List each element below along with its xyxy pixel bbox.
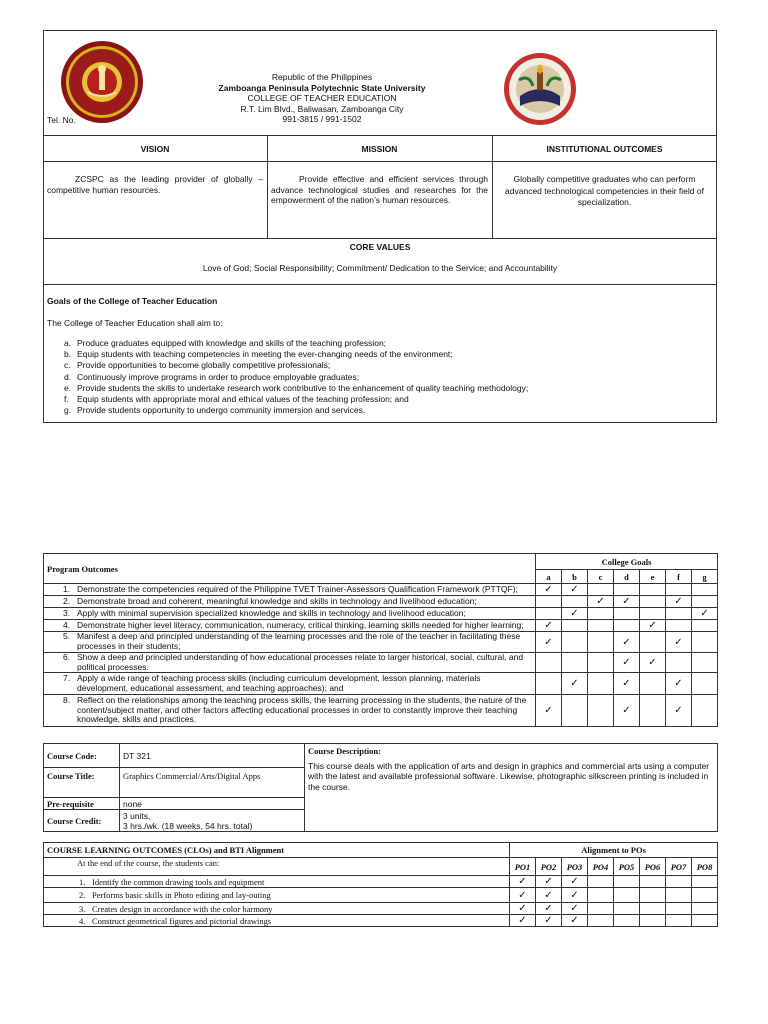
program-outcome-row xyxy=(44,620,718,632)
outcome-number: 4. xyxy=(63,619,71,630)
goal-check-c: ✓ xyxy=(588,596,614,608)
program-outcome-text xyxy=(44,620,536,632)
address-line: R.T. Lim Blvd., Baliwasan, Zamboanga City xyxy=(240,103,404,114)
outcome-number: 7. xyxy=(63,673,71,684)
goal-check-e xyxy=(640,632,666,653)
po-label-po6: PO6 xyxy=(640,858,666,876)
po-label-po1: PO1 xyxy=(510,858,536,876)
po-check-po6 xyxy=(640,888,666,903)
goal-check-d: ✓ xyxy=(614,673,640,695)
alignment-header: Alignment to POs xyxy=(510,843,718,858)
goal-check-a xyxy=(536,596,562,608)
phone-line: 991-3815 / 991-1502 xyxy=(282,114,362,125)
outcome-number: 1. xyxy=(63,583,71,594)
po-label-po7: PO7 xyxy=(666,858,692,876)
po-label-po4: PO4 xyxy=(588,858,614,876)
outcome-text: Demonstrate the competencies required of the Philippine TVET Trainer-Assessors Qualification Framework (PTTQF); xyxy=(77,583,518,594)
goal-check-g xyxy=(692,673,718,695)
goal-check-e xyxy=(640,695,666,727)
po-check-po4 xyxy=(588,915,614,927)
clo-text xyxy=(44,903,510,915)
goal-check-a: ✓ xyxy=(536,584,562,596)
mission-text: Provide effective and efficient services through advance technological studies and researches for the empowerment of the nation’s human resources. xyxy=(271,174,488,206)
college-seal-logo xyxy=(503,52,577,126)
po-check-po3: ✓ xyxy=(562,876,588,888)
course-description-cell xyxy=(305,744,718,832)
clo-row xyxy=(44,915,718,927)
course-title-label: Course Title: xyxy=(44,768,120,798)
goal-check-d xyxy=(614,620,640,632)
goal-check-e xyxy=(640,584,666,596)
po-check-po2: ✓ xyxy=(536,915,562,927)
university-seal-logo xyxy=(60,40,144,124)
po-check-po3: ✓ xyxy=(562,888,588,903)
core-values-heading: CORE VALUES xyxy=(349,242,411,252)
goals-intro: The College of Teacher Education shall aim to: xyxy=(47,318,223,328)
goal-check-b xyxy=(562,653,588,673)
credit-hours: 3 hrs./wk. (18 weeks, 54 hrs. total) xyxy=(123,820,253,831)
po-check-po5 xyxy=(614,876,640,888)
goal-check-e xyxy=(640,673,666,695)
clo-table xyxy=(43,842,718,927)
clo-text xyxy=(44,876,510,888)
clo-row xyxy=(44,888,718,903)
program-outcome-text xyxy=(44,673,536,695)
goal-check-f: ✓ xyxy=(666,695,692,727)
program-outcome-row xyxy=(44,653,718,673)
goal-check-a xyxy=(536,653,562,673)
goal-letter-f: f xyxy=(666,570,692,584)
republic-line: Republic of the Philippines xyxy=(271,72,373,82)
po-check-po5 xyxy=(614,903,640,915)
goal-letter-c: c xyxy=(588,570,614,584)
outcome-text: Demonstrate higher level literacy, communication, numeracy, critical thinking, learning skills needed for higher learning; xyxy=(77,619,524,630)
clo-description: Identify the common drawing tools and equipment xyxy=(92,876,265,887)
goal-text: Continuously improve programs in order to produce employable graduates; xyxy=(77,371,360,382)
university-name: Zamboanga Peninsula Polytechnic State University xyxy=(218,82,426,93)
po-check-po1: ✓ xyxy=(510,903,536,915)
po-label-po8: PO8 xyxy=(692,858,718,876)
program-outcome-text xyxy=(44,584,536,596)
divider xyxy=(43,135,717,136)
goal-item xyxy=(47,360,707,371)
goal-check-g xyxy=(692,653,718,673)
outcome-text: Show a deep and principled understanding of how educational processes relate to larger historical, social, cultural, and political processes. xyxy=(77,652,524,672)
prerequisite-value: none xyxy=(120,798,305,810)
po-check-po8 xyxy=(692,915,718,927)
po-check-po7 xyxy=(666,888,692,903)
po-check-po3: ✓ xyxy=(562,903,588,915)
goal-check-d: ✓ xyxy=(614,653,640,673)
goal-check-d: ✓ xyxy=(614,695,640,727)
vision-text: ZCSPC as the leading provider of globally – competitive human resources. xyxy=(47,174,263,195)
goal-text: Provide opportunities to become globally competitive professionals; xyxy=(77,360,331,371)
po-check-po3: ✓ xyxy=(562,915,588,927)
goal-check-c xyxy=(588,695,614,727)
program-outcome-row xyxy=(44,596,718,608)
program-outcome-text xyxy=(44,695,536,727)
goal-item xyxy=(47,405,707,416)
outcome-text: Reflect on the relationships among the teaching process skills, the learning processing in the students, the nature of the content/subject matter, and other factors affecting educational processes in order to constantly improve their teaching knowledge, skills and practices. xyxy=(77,695,527,725)
course-title-value: Graphics Commercial/Arts/Digital Apps xyxy=(120,768,305,798)
goal-check-f: ✓ xyxy=(666,673,692,695)
po-check-po5 xyxy=(614,888,640,903)
goal-letter: e. xyxy=(64,382,72,393)
po-check-po2: ✓ xyxy=(536,903,562,915)
goal-check-d: ✓ xyxy=(614,632,640,653)
program-outcome-text xyxy=(44,653,536,673)
goal-check-f: ✓ xyxy=(666,632,692,653)
po-check-po2: ✓ xyxy=(536,876,562,888)
outcome-number: 5. xyxy=(63,631,71,642)
clo-text xyxy=(44,888,510,903)
po-check-po8 xyxy=(692,876,718,888)
goal-check-g xyxy=(692,596,718,608)
clo-row xyxy=(44,903,718,915)
goal-text: Equip students with teaching competencies in meeting the ever-changing needs of the environment; xyxy=(77,349,453,360)
clo-description: Creates design in accordance with the color harmony xyxy=(92,903,273,914)
program-outcomes-header: Program Outcomes xyxy=(44,554,536,584)
goal-letter: d. xyxy=(64,371,72,382)
goal-check-g xyxy=(692,620,718,632)
course-description-label: Course Description: xyxy=(308,746,381,756)
goal-check-f xyxy=(666,608,692,620)
goal-letter-g: g xyxy=(692,570,718,584)
program-outcome-row xyxy=(44,608,718,620)
outcome-number: 6. xyxy=(63,652,71,662)
tel-label: Tel. No. xyxy=(47,115,76,125)
goal-letter-b: b xyxy=(562,570,588,584)
clo-number: 2. xyxy=(79,890,86,900)
clo-intro: At the end of the course, the students can: xyxy=(44,858,510,876)
clo-number: 3. xyxy=(79,903,86,914)
program-outcomes-table xyxy=(43,553,718,727)
goal-item xyxy=(47,383,707,394)
goal-letter: c. xyxy=(64,360,71,371)
core-values-text: Love of God; Social Responsibility; Commitment/ Dedication to the Service; and Accountability xyxy=(202,263,558,273)
outcomes-heading: INSTITUTIONAL OUTCOMES xyxy=(546,144,663,154)
outcomes-text: Globally competitive graduates who can perform advanced technological competencies in their field of specialization. xyxy=(505,174,704,207)
goal-check-a: ✓ xyxy=(536,620,562,632)
po-label-po3: PO3 xyxy=(562,858,588,876)
goal-check-b xyxy=(562,695,588,727)
prerequisite-label: Pre-requisite xyxy=(44,798,120,810)
goal-letter: b. xyxy=(64,349,72,360)
clo-number: 1. xyxy=(79,876,86,887)
po-check-po4 xyxy=(588,876,614,888)
po-check-po8 xyxy=(692,888,718,903)
outcome-text: Manifest a deep and principled understanding of the learning processes and the role of the teacher in facilitating these processes in their students; xyxy=(77,631,521,651)
po-check-po7 xyxy=(666,915,692,927)
course-description-text: This course deals with the application of arts and design in graphics and commercial arts using a computer with the latest and available professional software. Likewise, photographic silkscreen printing is included in the course. xyxy=(308,761,710,792)
letterhead xyxy=(210,72,434,125)
goal-letter-e: e xyxy=(640,570,666,584)
goal-check-b: ✓ xyxy=(562,584,588,596)
course-code-label: Course Code: xyxy=(44,744,120,768)
credit-units: 3 units, xyxy=(123,810,151,821)
goal-check-g xyxy=(692,695,718,727)
clo-text xyxy=(44,915,510,927)
goal-check-e xyxy=(640,608,666,620)
goal-check-d: ✓ xyxy=(614,596,640,608)
goal-check-g: ✓ xyxy=(692,608,718,620)
po-label-po2: PO2 xyxy=(536,858,562,876)
po-label-po5: PO5 xyxy=(614,858,640,876)
goal-letter-d: d xyxy=(614,570,640,584)
po-check-po6 xyxy=(640,876,666,888)
goal-check-c xyxy=(588,632,614,653)
college-name: COLLEGE OF TEACHER EDUCATION xyxy=(247,93,397,104)
goal-check-a: ✓ xyxy=(536,695,562,727)
po-check-po1: ✓ xyxy=(510,888,536,903)
goal-check-a: ✓ xyxy=(536,632,562,653)
goal-check-c xyxy=(588,584,614,596)
divider xyxy=(43,161,717,162)
clo-number: 4. xyxy=(79,915,86,926)
goal-check-c xyxy=(588,608,614,620)
goal-check-a xyxy=(536,673,562,695)
course-code-value: DT 321 xyxy=(120,744,305,768)
outcome-text: Demonstrate broad and coherent, meaningful knowledge and skills in technology and livelihood education; xyxy=(77,595,477,606)
goal-check-b: ✓ xyxy=(562,673,588,695)
goal-text: Produce graduates equipped with knowledge and skills of the teaching profession; xyxy=(77,338,387,348)
goal-text: Provide students the skills to undertake research work contributive to the enhancement of quality teaching methodology; xyxy=(77,382,529,393)
goal-check-b: ✓ xyxy=(562,608,588,620)
goal-check-e: ✓ xyxy=(640,653,666,673)
program-outcome-text xyxy=(44,596,536,608)
clo-header: COURSE LEARNING OUTCOMES (CLOs) and BTI Alignment xyxy=(44,843,510,858)
goal-check-g xyxy=(692,584,718,596)
goal-letter: f. xyxy=(64,394,69,405)
po-check-po4 xyxy=(588,903,614,915)
goal-check-f: ✓ xyxy=(666,596,692,608)
goal-check-b xyxy=(562,632,588,653)
goal-text: Equip students with appropriate moral and ethical values of the teaching profession; and xyxy=(77,394,409,405)
vision-heading: VISION xyxy=(140,144,170,154)
goal-item xyxy=(47,394,707,405)
divider xyxy=(43,284,717,285)
goal-check-b xyxy=(562,620,588,632)
goal-check-d xyxy=(614,584,640,596)
po-check-po7 xyxy=(666,903,692,915)
program-outcome-text xyxy=(44,608,536,620)
goal-check-f xyxy=(666,584,692,596)
goal-check-f xyxy=(666,653,692,673)
outcome-number: 3. xyxy=(63,607,71,618)
goal-check-c xyxy=(588,673,614,695)
course-credit-value xyxy=(120,810,305,832)
program-outcome-row xyxy=(44,673,718,695)
goal-letter: g. xyxy=(64,405,72,416)
po-check-po1: ✓ xyxy=(510,876,536,888)
program-outcome-text xyxy=(44,632,536,653)
outcome-number: 8. xyxy=(63,695,71,706)
goal-check-e: ✓ xyxy=(640,620,666,632)
po-check-po6 xyxy=(640,903,666,915)
course-info-table xyxy=(43,743,718,832)
course-credit-label: Course Credit: xyxy=(44,810,120,832)
divider xyxy=(43,238,717,239)
outcome-text: Apply with minimal supervision specialized knowledge and skills in technology and livelihood education; xyxy=(77,607,466,618)
po-check-po6 xyxy=(640,915,666,927)
program-outcome-row xyxy=(44,584,718,596)
program-outcome-row xyxy=(44,695,718,727)
clo-description: Construct geometrical figures and pictorial drawings xyxy=(92,915,272,926)
po-check-po4 xyxy=(588,888,614,903)
goal-check-c xyxy=(588,653,614,673)
goal-item xyxy=(47,338,707,349)
po-check-po7 xyxy=(666,876,692,888)
college-goals-header: College Goals xyxy=(536,554,718,570)
outcome-text: Apply a wide range of teaching process skills (including curriculum development, lesson planning, materials development, educational assessment, and teaching approaches); and xyxy=(77,673,481,693)
po-check-po1: ✓ xyxy=(510,915,536,927)
program-outcome-row xyxy=(44,632,718,653)
outcome-number: 2. xyxy=(63,595,71,606)
goal-check-f xyxy=(666,620,692,632)
goals-list xyxy=(47,338,707,416)
goal-check-b xyxy=(562,596,588,608)
po-check-po8 xyxy=(692,903,718,915)
po-check-po2: ✓ xyxy=(536,888,562,903)
clo-description: Performs basic skills in Photo editing and lay-outing xyxy=(92,890,271,900)
goal-item xyxy=(47,349,707,360)
goal-check-c xyxy=(588,620,614,632)
goal-letter-a: a xyxy=(536,570,562,584)
goal-item xyxy=(47,372,707,383)
clo-row xyxy=(44,876,718,888)
goal-check-d xyxy=(614,608,640,620)
goal-letter: a. xyxy=(64,338,72,348)
goal-check-g xyxy=(692,632,718,653)
mission-heading: MISSION xyxy=(361,144,398,154)
goal-text: Provide students opportunity to undergo community immersion and services. xyxy=(77,405,366,416)
goal-check-a xyxy=(536,608,562,620)
goal-check-e xyxy=(640,596,666,608)
po-check-po5 xyxy=(614,915,640,927)
goals-title: Goals of the College of Teacher Education xyxy=(47,296,218,306)
